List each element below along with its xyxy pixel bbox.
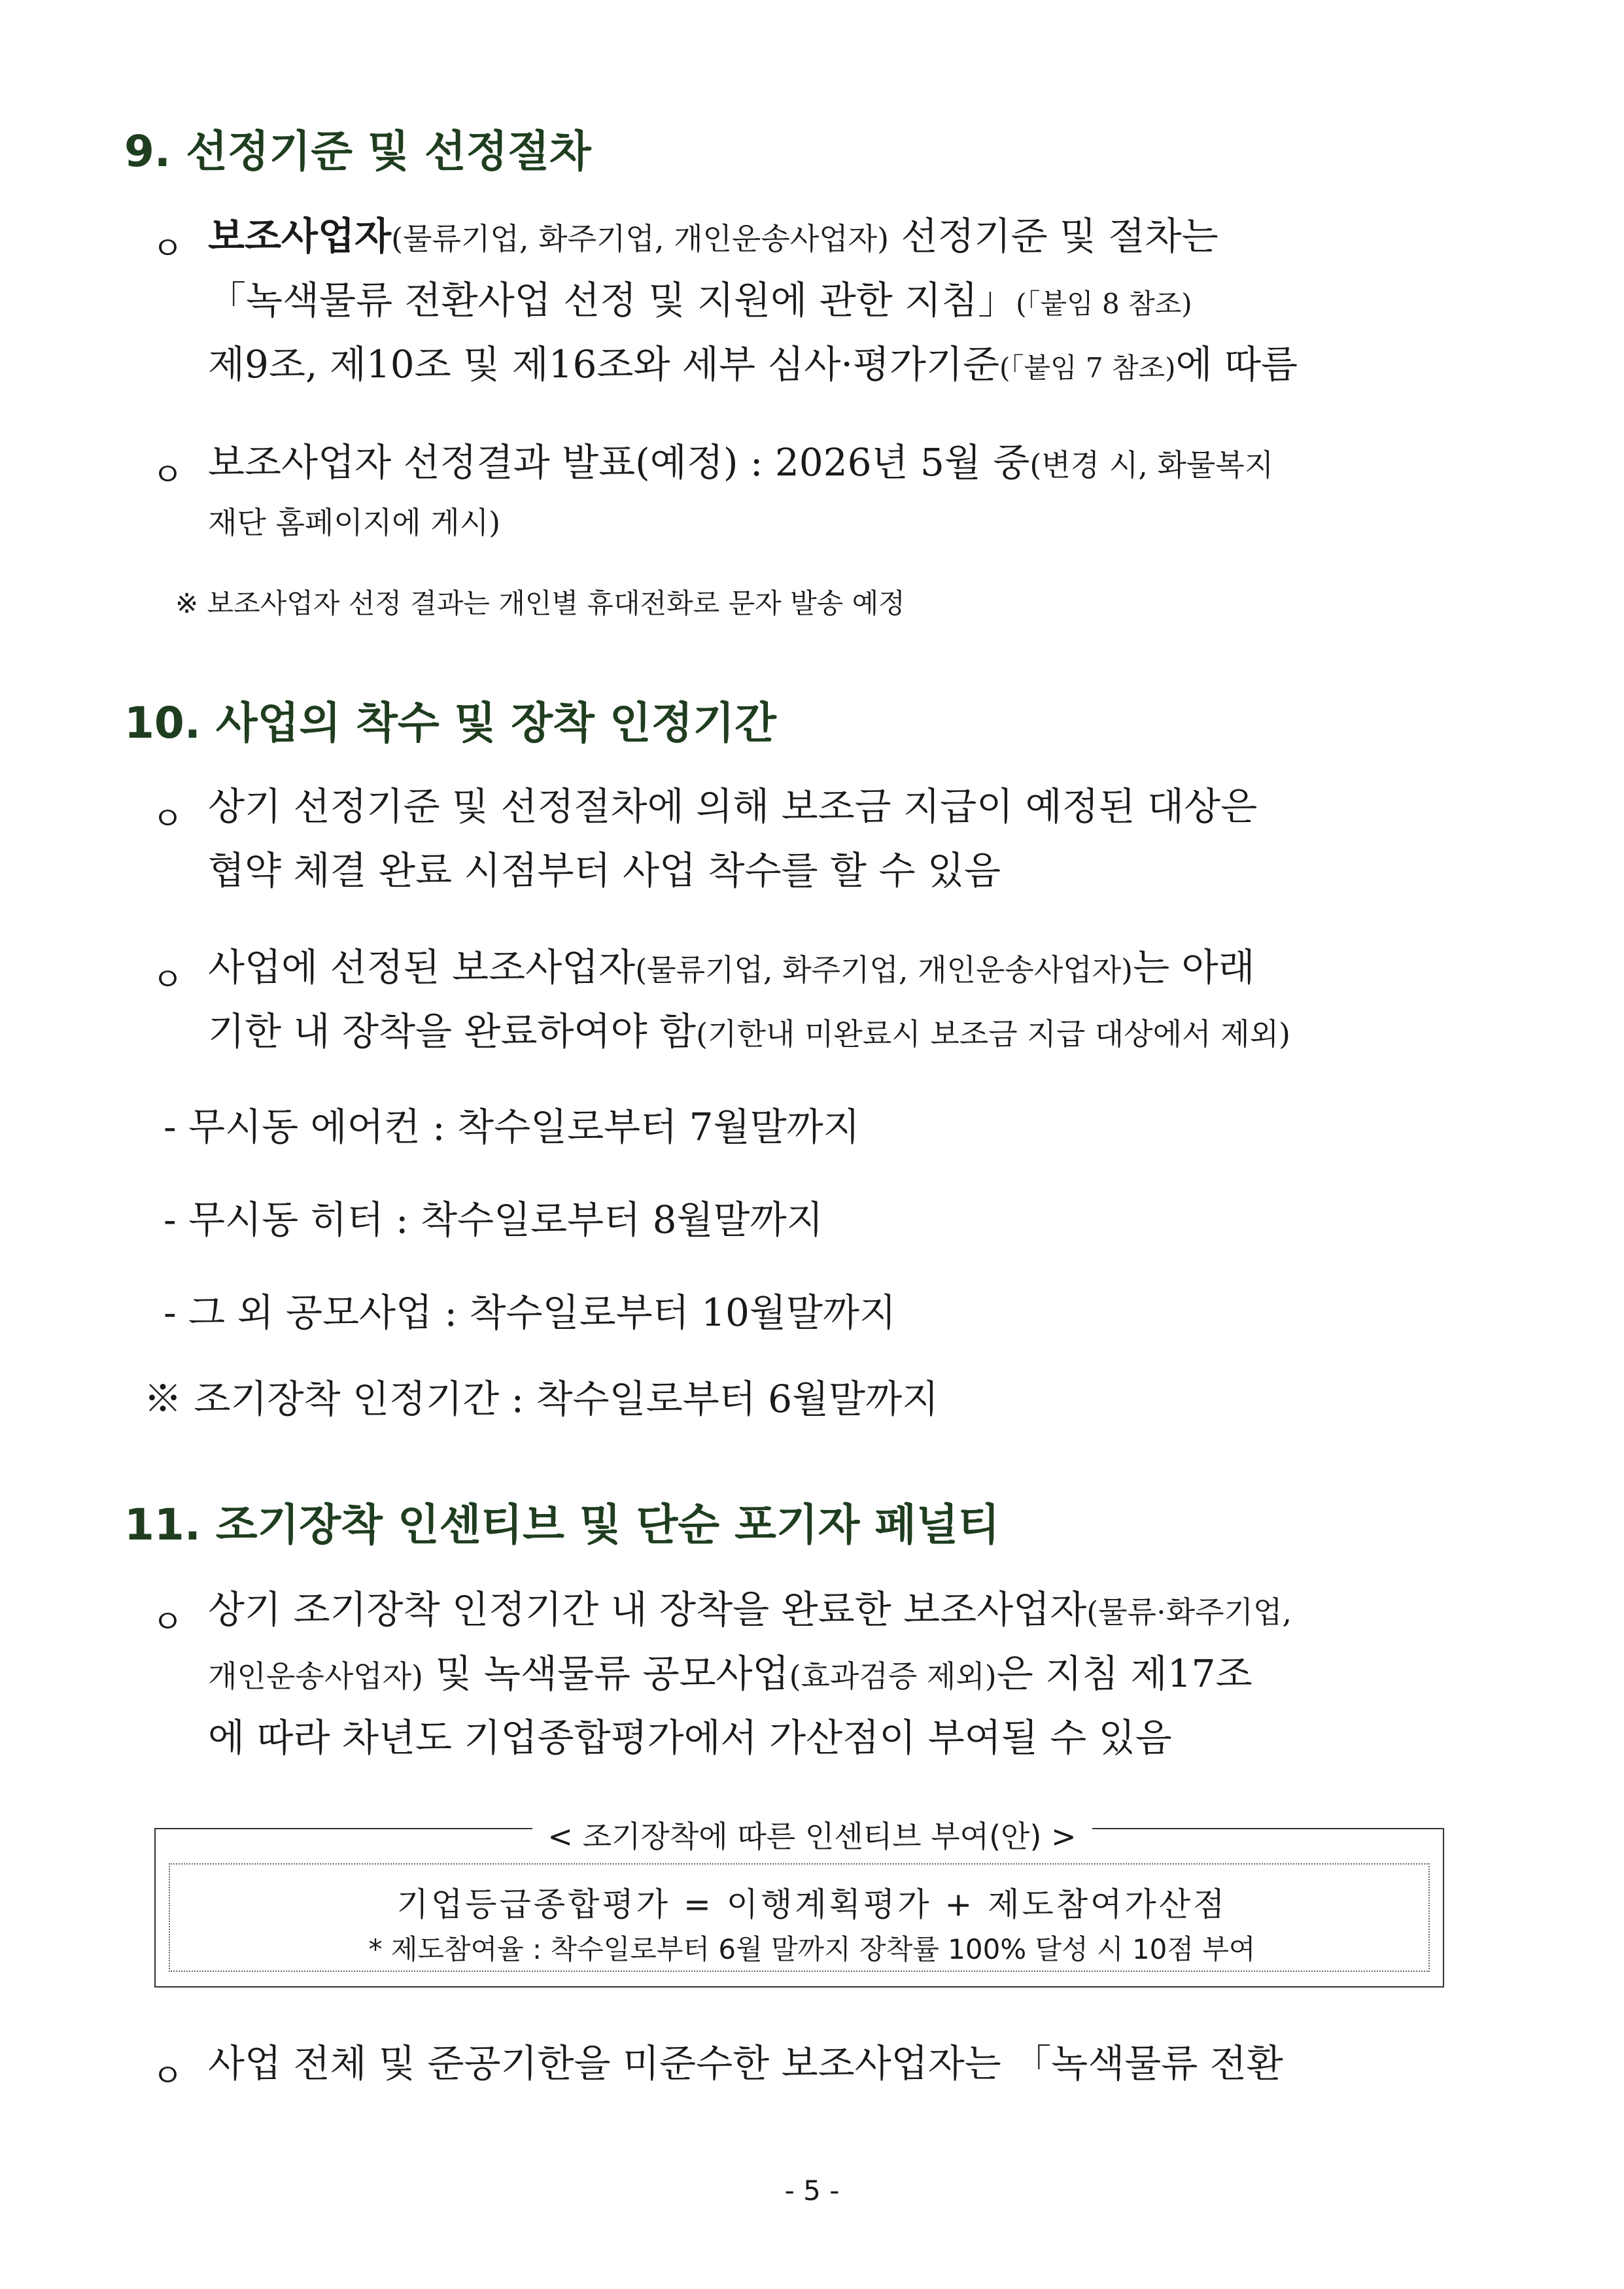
incentive-footnote: * 제도참여율 : 착수일로부터 6월 말까지 장착률 100% 달성 시 10점 부여 xyxy=(368,1933,1256,1965)
incentive-formula: 기업등급종합평가 = 이행계획평가 + 제도참여가산점 xyxy=(396,1885,1228,1923)
section-9-p1-line3: 제9조, 제10조 및 제16조와 세부 심사·평가기준(「붙임 7 참조)에 따름 xyxy=(208,342,1298,387)
section-10-p1-line1: 상기 선정기준 및 선정절차에 의해 보조금 지급이 예정된 대상은 xyxy=(208,784,1258,829)
section-10-p1-line2: 협약 체결 완료 시점부터 사업 착수를 할 수 있음 xyxy=(208,848,1001,893)
bullet: ㅇ xyxy=(152,800,184,838)
section-11-p2-line1: 사업 전체 및 준공기한을 미준수한 보조사업자는 「녹색물류 전환 xyxy=(208,2041,1283,2086)
section-10-p2-line2: 기한 내 장착을 완료하여야 함(기한내 미완료시 보조금 지급 대상에서 제외) xyxy=(208,1009,1290,1054)
list-item: - 그 외 공모사업 : 착수일로부터 10월말까지 xyxy=(164,1290,897,1335)
section-9-p2-line1: 보조사업자 선정결과 발표(예정) : 2026년 5월 중(변경 시, 화물복지 xyxy=(208,440,1274,485)
list-item: - 무시동 에어컨 : 착수일로부터 7월말까지 xyxy=(164,1105,860,1149)
bullet: ㅇ xyxy=(152,961,184,999)
section-11-heading: 11. 조기장착 인센티브 및 단순 포기자 페널티 xyxy=(124,1500,1000,1550)
bullet: ㅇ xyxy=(152,456,184,494)
page-number: - 5 - xyxy=(784,2175,840,2207)
section-10-p2-line1: 사업에 선정된 보조사업자(물류기업, 화주기업, 개인운송사업자)는 아래 xyxy=(208,945,1255,990)
section-9-p1-line1: 보조사업자(물류기업, 화주기업, 개인운송사업자) 선정기준 및 절차는 xyxy=(208,214,1218,258)
list-item: - 무시동 히터 : 착수일로부터 8월말까지 xyxy=(164,1197,823,1242)
section-11-p1-line1: 상기 조기장착 인정기간 내 장착을 완료한 보조사업자(물류·화주기업, xyxy=(208,1587,1292,1632)
bullet: ㅇ xyxy=(152,230,184,267)
section-9-note: ※ 보조사업자 선정 결과는 개인별 휴대전화로 문자 발송 예정 xyxy=(175,587,905,619)
section-9-p2-line2: 재단 홈페이지에 게시) xyxy=(208,505,501,540)
incentive-box-title: < 조기장착에 따른 인센티브 부여(안) > xyxy=(532,1813,1092,1856)
section-9-p1-line2: 「녹색물류 전환사업 선정 및 지원에 관한 지침」(「붙임 8 참조) xyxy=(208,278,1192,322)
section-10-note: ※ 조기장착 인정기간 : 착수일로부터 6월말까지 xyxy=(144,1377,939,1421)
section-11-p1-line2: 개인운송사업자) 및 녹색물류 공모사업(효과검증 제외)은 지침 제17조 xyxy=(208,1651,1253,1696)
section-11-p1-line3: 에 따라 차년도 기업종합평가에서 가산점이 부여될 수 있음 xyxy=(208,1715,1172,1760)
section-9-heading: 9. 선정기준 및 선정절차 xyxy=(124,126,591,177)
section-10-heading: 10. 사업의 착수 및 장착 인정기간 xyxy=(124,698,776,748)
bullet: ㅇ xyxy=(152,2057,184,2095)
bullet: ㅇ xyxy=(152,1603,184,1641)
